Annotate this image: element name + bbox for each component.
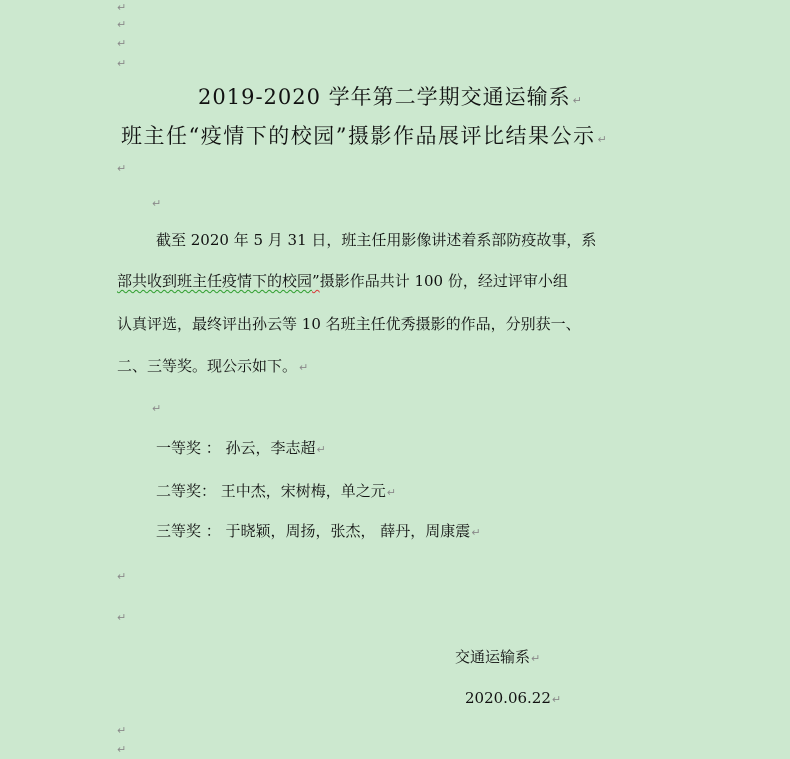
body-line-2-text-c: 摄影作品共计 100 份，经过评审小组 <box>319 272 568 290</box>
paragraph-mark: ↵ <box>117 18 127 31</box>
document-title-line2 <box>121 126 608 147</box>
body-line-2 <box>117 274 568 289</box>
award-first <box>156 441 326 456</box>
paragraph-mark: ↵ <box>117 57 127 70</box>
paragraph-mark: ↵ <box>117 1 127 14</box>
paragraph-mark: ↵ <box>386 486 396 499</box>
body-line-3-text: 认真评选，最终评出孙云等 10 名班主任优秀摄影的作品，分别获一、 <box>117 315 581 333</box>
paragraph-mark: ↵ <box>152 402 162 415</box>
award-third <box>156 524 481 539</box>
award-second-text: 二等奖： 王中杰，宋树梅，单之元 <box>156 482 386 500</box>
body-line-2-text-a: 部共收到班主任疫情下的校园 <box>117 272 313 290</box>
award-second <box>156 484 396 499</box>
award-first-text: 一等奖 ： 孙云，李志超 <box>156 439 316 457</box>
paragraph-mark: ↵ <box>597 133 609 146</box>
signature-department-text: 交通运输系 <box>455 648 531 666</box>
body-line-2-quote: ” <box>312 272 320 290</box>
body-line-1 <box>156 233 596 248</box>
paragraph-mark: ↵ <box>117 37 127 50</box>
paragraph-mark: ↵ <box>299 361 309 374</box>
award-third-text: 三等奖 ： 于晓颖，周扬，张杰， 薛丹，周康震 <box>156 522 471 540</box>
paragraph-mark: ↵ <box>551 693 562 706</box>
paragraph-mark: ↵ <box>572 94 583 107</box>
paragraph-mark: ↵ <box>117 162 127 175</box>
paragraph-mark: ↵ <box>117 611 127 624</box>
paragraph-mark: ↵ <box>117 743 127 756</box>
paragraph-mark: ↵ <box>471 526 481 539</box>
body-line-4 <box>117 359 308 374</box>
body-line-3 <box>117 317 581 332</box>
signature-department <box>455 650 540 665</box>
paragraph-mark: ↵ <box>531 652 541 665</box>
signature-date <box>465 691 561 706</box>
paragraph-mark: ↵ <box>152 197 162 210</box>
title-line1-text: 2019-2020 学年第二学期交通运输系 <box>198 85 571 109</box>
paragraph-mark: ↵ <box>117 724 127 737</box>
body-line-4-text: 二、三等奖。现公示如下。 <box>117 357 298 375</box>
title-line2-text: 班主任“疫情下的校园”摄影作品展评比结果公示 <box>121 124 596 148</box>
paragraph-mark: ↵ <box>117 570 127 583</box>
document-title-line1 <box>198 87 583 108</box>
signature-date-text: 2020.06.22 <box>465 689 551 707</box>
paragraph-mark: ↵ <box>316 443 326 456</box>
body-line-1-text: 截至 2020 年 5 月 31 日，班主任用影像讲述着系部防疫故事，系 <box>156 231 597 249</box>
